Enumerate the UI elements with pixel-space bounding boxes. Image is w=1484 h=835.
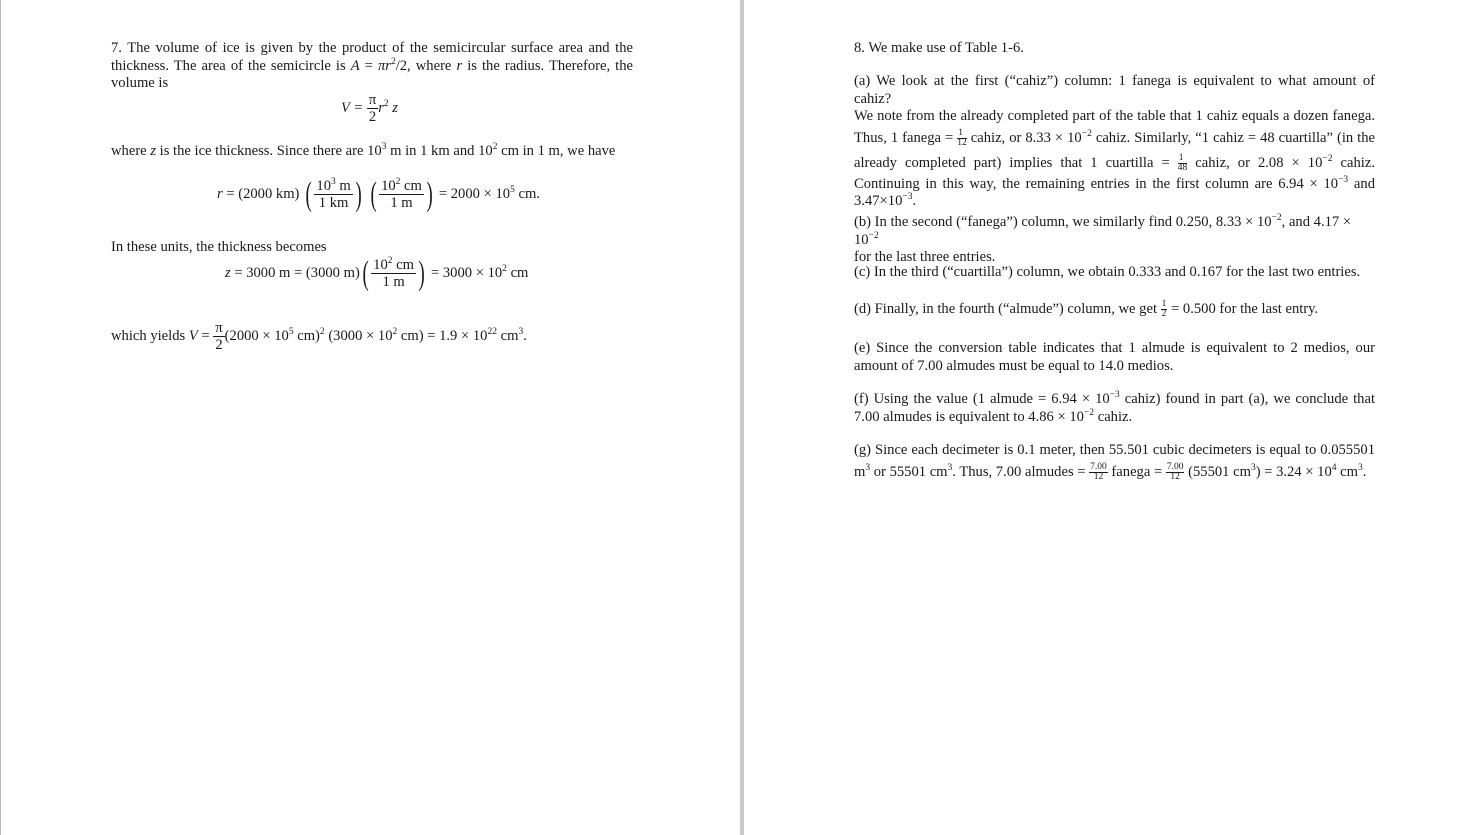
fraction-numerator: 1 (957, 129, 967, 139)
math-lhs: V = (341, 99, 364, 116)
fraction-numerator (314, 178, 352, 195)
math-var: r (217, 185, 223, 202)
text-span: 10 (316, 178, 331, 194)
text-span: which yields (111, 327, 189, 344)
text-span: 10 (381, 178, 396, 194)
text-span: cm (400, 178, 422, 194)
text-span: where (111, 143, 151, 159)
fraction-numerator (379, 178, 424, 195)
equation-volume-result (111, 320, 527, 353)
part-e (854, 340, 1375, 375)
text-span: cm) (293, 327, 320, 344)
fraction (314, 178, 352, 211)
problem-8-title: 8. We make use of Table 1-6. (854, 40, 1024, 56)
text-line (854, 126, 1375, 151)
text-span: 10 (373, 257, 388, 273)
paren-close: ) (355, 175, 362, 213)
fraction (1178, 154, 1188, 173)
fraction-denominator: 48 (1177, 162, 1188, 173)
text-span: m (335, 178, 351, 194)
fraction-numerator: π (215, 320, 223, 336)
equation-volume (341, 92, 398, 125)
exponent: 2 (492, 142, 498, 152)
text-span: (55501 cm (1184, 463, 1251, 480)
part-d (854, 297, 1318, 322)
exponent: 5 (510, 184, 515, 195)
equation-radius (217, 175, 540, 213)
exponent: −2 (1083, 407, 1095, 418)
fraction-denominator: 1 m (382, 274, 405, 290)
text-line: for the last three entries. (854, 249, 996, 265)
paren-close: ) (426, 175, 433, 213)
text-span: cm (1336, 463, 1358, 480)
text-line (854, 151, 1375, 176)
fraction-denominator: 12 (957, 137, 967, 148)
text-span: cahiz, or 8.33 × 10 (966, 129, 1082, 146)
part-a (854, 73, 1375, 211)
text-span: cahiz. Similarly, “1 cahiz = 48 cuartilla” (in the (1091, 129, 1376, 146)
text-span: cm. (514, 185, 540, 202)
text-span: Continuing in this way, the remaining entries in the first column are 6.94 × 10 (854, 175, 1339, 192)
exponent: −3 (902, 192, 913, 202)
exponent: 5 (288, 326, 294, 337)
problem-7-intro (111, 40, 633, 93)
math-var: r (378, 99, 384, 116)
paren-open: ( (370, 175, 377, 213)
text-span: is the ice thickness. Since there are 10 (156, 143, 382, 159)
exponent: 2 (390, 56, 396, 67)
fraction (379, 178, 424, 211)
text-span: cm in 1 m, we have (497, 143, 616, 159)
text-span: and (1348, 175, 1375, 192)
text-span: already completed part) implies that 1 cuartilla = (854, 154, 1178, 171)
text-line: We note from the already completed part of the table that 1 cahiz equals a dozen fanega. (854, 108, 1375, 124)
exponent: −2 (868, 230, 879, 241)
text-span: . (523, 327, 527, 344)
exponent: 3 (865, 462, 871, 473)
math-var: z (225, 264, 231, 281)
text-line: amount of 7.00 almudes must be equal to 14.0 medios. (854, 357, 1174, 374)
math-var: z (388, 99, 398, 116)
fraction-denominator: 2 (215, 337, 223, 353)
paren-open: ( (305, 175, 312, 213)
text-span: = 3000 m = (3000 m) (230, 264, 360, 281)
text-span: (b) In the second (“fanega”) column, we similarly find 0.250, 8.33 × 10 (854, 214, 1272, 230)
part-c: (c) In the third (“cuartilla”) column, we obtain 0.333 and 0.167 for the last two entries. (854, 264, 1361, 280)
exponent: 3 (381, 142, 387, 152)
text-line (854, 391, 1375, 409)
text-span: cahiz, or 2.08 × 10 (1187, 154, 1323, 171)
text-span: ) = 3.24 × 10 (1255, 463, 1332, 480)
text-span: thickness. The area of the semicircle is (111, 57, 351, 74)
exponent: 2 (395, 177, 401, 187)
part-f (854, 391, 1375, 426)
text-line (111, 58, 633, 76)
text-line (854, 214, 1375, 249)
text-span: = 2000 × 10 (438, 185, 511, 202)
text-span: cm (496, 327, 519, 344)
exponent: 3 (1250, 462, 1256, 473)
fraction (371, 257, 416, 290)
text-span: = 0.500 for the last entry. (1167, 301, 1319, 317)
part-b (854, 214, 1375, 267)
math-var: πr (377, 57, 391, 74)
text-line: (e) Since the conversion table indicates that 1 almude is equivalent to 2 medios, our (854, 340, 1375, 356)
text-span: cahiz. (1332, 154, 1375, 171)
text-span: cm (506, 264, 529, 281)
text-line (854, 409, 1375, 427)
exponent: 2 (502, 263, 507, 274)
text-span: is the radius. Therefore, the (462, 57, 633, 74)
text-span: (3000 × 10 (324, 327, 393, 344)
exponent: 3 (518, 326, 524, 337)
fraction-numerator: 1 (1178, 154, 1188, 164)
text-span: 3.47×10 (854, 193, 903, 209)
part-g (854, 442, 1375, 485)
exponent: −3 (1109, 390, 1120, 400)
problem-7-where (111, 143, 671, 161)
fraction (1166, 463, 1185, 482)
text-span: (f) Using the value (1 almude = 6.94 × 10 (854, 391, 1110, 407)
exponent: 4 (1331, 462, 1337, 473)
text-span: cahiz. (1094, 408, 1133, 425)
paren-open: ( (362, 254, 369, 292)
fraction-numerator: 7.00 (1166, 461, 1184, 472)
text-span: . (912, 193, 917, 209)
fraction-numerator: 7.00 (1090, 461, 1107, 472)
fraction (957, 129, 967, 148)
fraction-numerator (371, 257, 416, 274)
exponent: 22 (487, 326, 497, 337)
exponent: −3 (1338, 174, 1349, 185)
exponent: 2 (319, 326, 325, 337)
math-var: r (456, 57, 463, 74)
exponent: 3 (1358, 462, 1363, 473)
paren-close: ) (418, 254, 425, 292)
fraction-denominator: 2 (1161, 309, 1167, 320)
text-span: cm) = 1.9 × 10 (397, 327, 488, 344)
text-line (854, 176, 1375, 194)
exponent: −2 (1322, 153, 1333, 164)
text-span: . (1362, 463, 1367, 480)
exponent: 2 (383, 98, 389, 109)
page-left (0, 0, 740, 835)
fraction-numerator: 1 (1161, 299, 1167, 310)
exponent: 2 (392, 326, 398, 337)
exponent: 3 (331, 177, 336, 187)
text-span: , and 4.17 × 10 (854, 214, 1352, 248)
math-var: z (150, 143, 156, 159)
fraction-denominator: 1 m (390, 195, 413, 211)
fraction (213, 320, 224, 353)
text-span: = (197, 327, 214, 344)
text-span: cahiz) found in part (a), we conclude that (1119, 391, 1376, 407)
exponent: −2 (1081, 128, 1092, 139)
text-line: (g) Since each decimeter is 0.1 meter, then 55.501 cubic decimeters is equal to 0.055501 (854, 442, 1375, 458)
text-line (854, 193, 1375, 211)
text-line: 7. The volume of ice is given by the product of the semicircular surface area and the (111, 40, 633, 56)
text-span: 7.00 almudes is equivalent to 4.86 × 10 (854, 408, 1084, 425)
text-span: (2000 × 10 (224, 327, 289, 344)
text-line: volume is (111, 75, 169, 91)
text-span: Thus, 1 fanega = (854, 129, 958, 146)
fraction-denominator: 1 km (318, 195, 349, 211)
text-span: m in 1 km and 10 (386, 143, 493, 159)
units-text: In these units, the thickness becomes (111, 239, 327, 255)
text-span: . Thus, 7.00 almudes = (952, 463, 1090, 480)
math-var: A (350, 57, 360, 74)
text-span: m (854, 463, 866, 480)
fraction-denominator: 12 (1093, 471, 1104, 482)
text-span: (d) Finally, in the fourth (“almude”) column, we get (854, 301, 1161, 317)
fraction-numerator: π (368, 92, 377, 108)
text-span: fanega = (1107, 463, 1166, 480)
fraction-denominator: 2 (368, 109, 377, 125)
fraction-denominator: 12 (1170, 471, 1180, 482)
text-span: cm (392, 257, 414, 273)
fraction (367, 92, 378, 125)
fraction (1089, 463, 1108, 482)
exponent: −2 (1271, 213, 1282, 223)
equation-thickness (225, 254, 529, 292)
math-var: V (188, 327, 198, 344)
text-span: /2, where (395, 57, 457, 74)
page-right (744, 0, 1484, 835)
exponent: 3 (947, 462, 953, 473)
text-span: or 55501 cm (870, 463, 948, 480)
text-span: = (359, 57, 378, 74)
text-span: = 3000 × 10 (430, 264, 503, 281)
text-line: (a) We look at the first (“cahiz”) column: 1 fanega is equivalent to what amount of cahiz? (854, 73, 1375, 107)
exponent: 2 (387, 256, 393, 266)
text-line (854, 460, 1375, 485)
text-span: = (2000 km) (222, 185, 300, 202)
